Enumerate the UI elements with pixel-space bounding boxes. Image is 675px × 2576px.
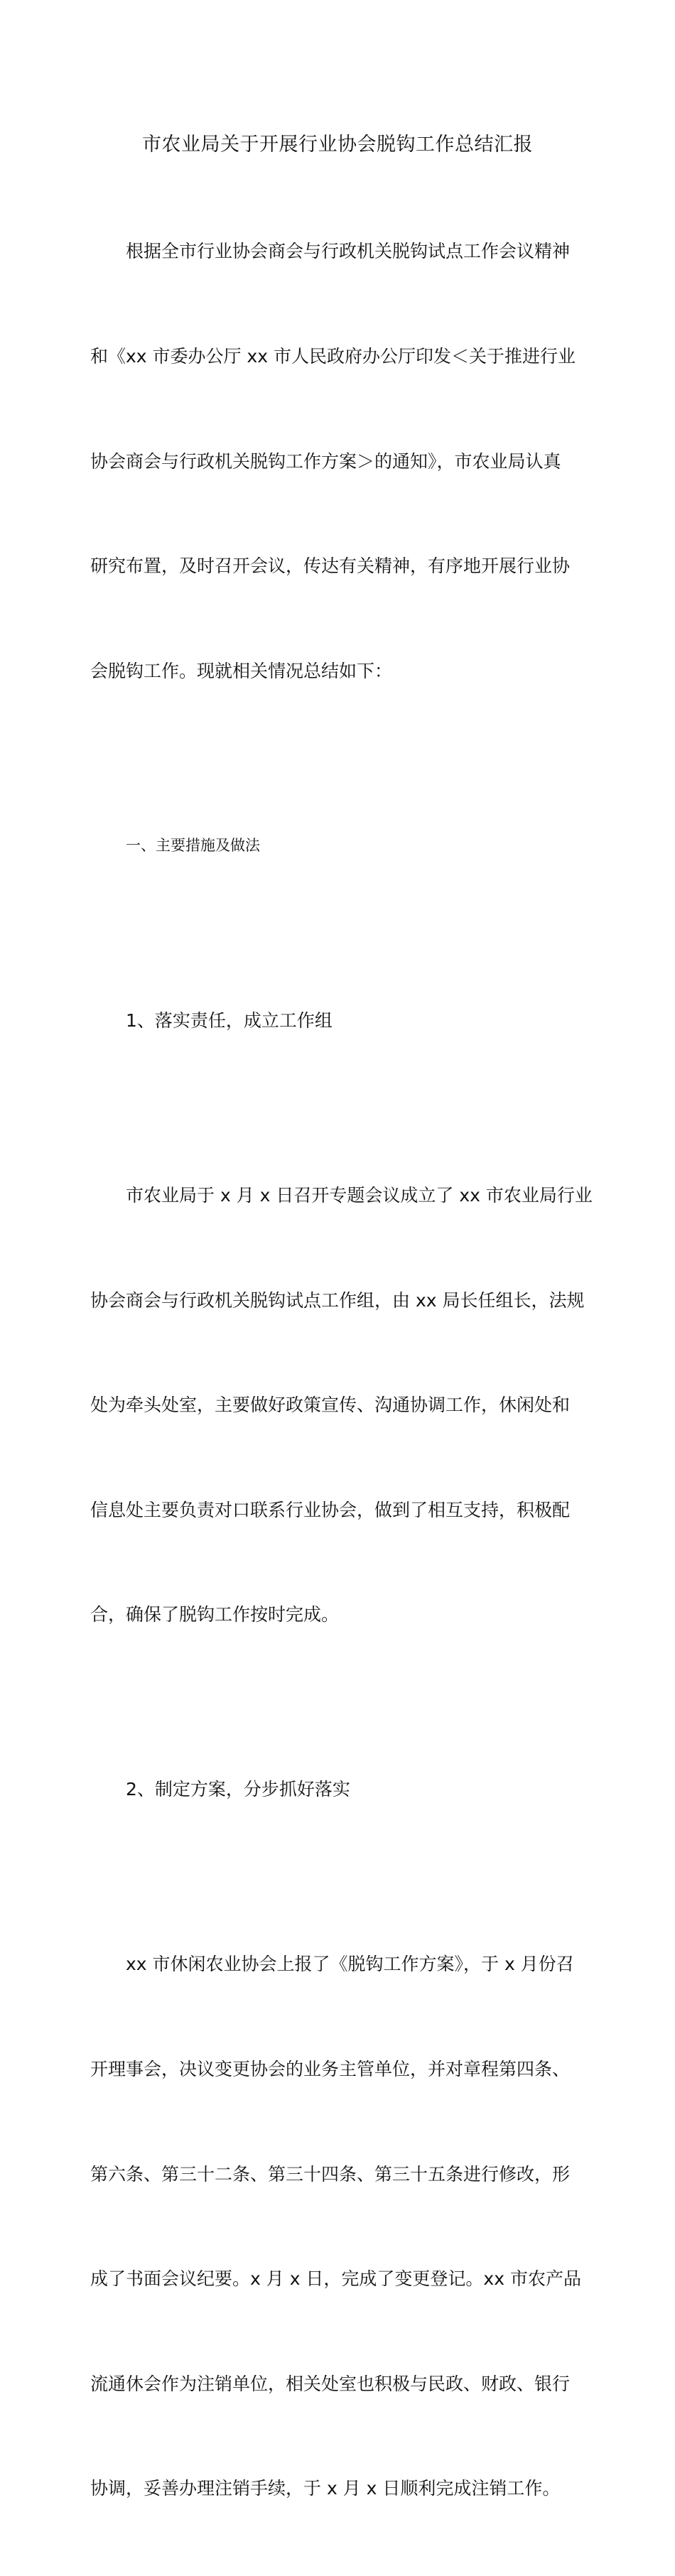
- body-paragraph: [90, 1108, 592, 1701]
- subsection-heading: [90, 1702, 592, 1877]
- text-line: 协调，妥善办理注销手续，于 x 月 x 日顺利完成注销工作。: [90, 2478, 561, 2499]
- body-paragraph: [90, 1877, 592, 2576]
- text-line: 处为牵头处室，主要做好政策宣传、沟通协调工作，休闲处和: [90, 1395, 571, 1416]
- text-line: 根据全市行业协会商会与行政机关脱钩试点工作会议精神: [126, 241, 571, 262]
- document-body: [90, 164, 592, 2576]
- text-line: 成了书面会议纪要。x 月 x 日，完成了变更登记。xx 市农产品: [90, 2268, 581, 2290]
- text-line: 1、落实责任，成立工作组: [126, 1010, 333, 1031]
- text-line: xx 市休闲农业协会上报了《脱钩工作方案》，于 x 月份召: [126, 1954, 574, 1975]
- text-line: 流通休会作为注销单位，相关处室也积极与民政、财政、银行: [90, 2373, 571, 2394]
- text-line: 信息处主要负责对口联系行业协会，做到了相互支持，积极配: [90, 1499, 571, 1520]
- text-line: 研究布置，及时召开会议，传达有关精神，有序地开展行业协: [90, 556, 571, 577]
- intro-paragraph: [90, 164, 592, 758]
- subsection-heading: [90, 933, 592, 1108]
- text-line: 2、制定方案，分步抓好落实: [126, 1779, 350, 1800]
- text-line: 一、主要措施及做法: [126, 836, 260, 854]
- text-line: 第六条、第三十二条、第三十四条、第三十五条进行修改，形: [90, 2163, 571, 2185]
- text-line: 和《xx 市委办公厅 xx 市人民政府办公厅印发＜关于推进行业: [90, 346, 576, 367]
- text-line: 开理事会，决议变更协会的业务主管单位，并对章程第四条、: [90, 2058, 571, 2079]
- text-line: 协会商会与行政机关脱钩工作方案＞的通知》，市农业局认真: [90, 450, 561, 472]
- text-line: 协会商会与行政机关脱钩试点工作组，由 xx 局长任组长，法规: [90, 1289, 585, 1311]
- text-line: 合，确保了脱钩工作按时完成。: [90, 1604, 340, 1625]
- document-title: 市农业局关于开展行业协会脱钩工作总结汇报: [142, 134, 533, 156]
- section-heading: [90, 758, 592, 933]
- text-line: 会脱钩工作。现就相关情况总结如下：: [90, 660, 393, 681]
- text-line: 市农业局于 x 月 x 日召开专题会议成立了 xx 市农业局行业: [126, 1184, 593, 1206]
